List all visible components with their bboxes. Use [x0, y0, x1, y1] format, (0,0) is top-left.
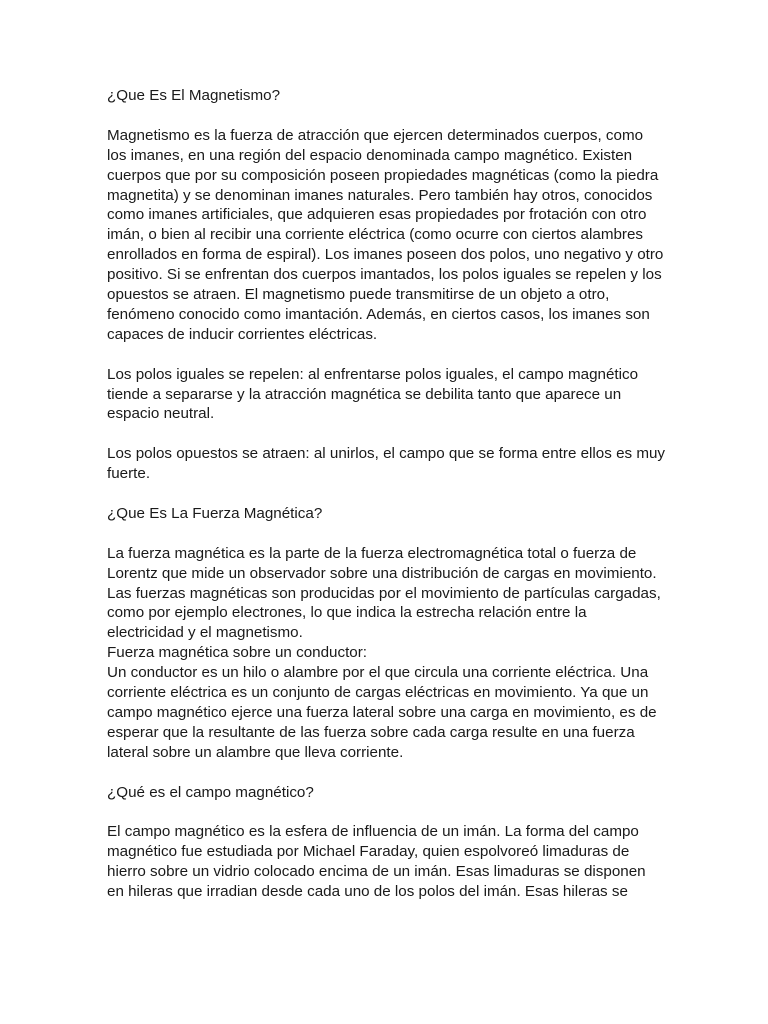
paragraph-conductor: Un conductor es un hilo o alambre por el que circula una corriente eléctrica. Una corriente eléctrica es un conjunto de cargas eléctricas en movimiento. Ya que un campo magnético ejerce una fuerza lateral sobre una carga en movimiento, es de esperar que la resultante de las fuerza sobre cada carga resulte en una fuerza lateral sobre un alambre que lleva corriente.	[107, 664, 657, 761]
paragraph-fuerza-magnetica: La fuerza magnética es la parte de la fuerza electromagnética total o fuerza de Lorentz que mide un observador sobre una distribución de cargas en movimiento. Las fuerzas magnéticas son producidas por el movimiento de partículas cargadas, como por ejemplo electrones, lo que indica la estrecha relación entre la electricidad y el magnetismo.	[107, 544, 661, 642]
paragraph-campo-magnetico: El campo magnético es la esfera de influencia de un imán. La forma del campo magnético fue estudiada por Michael Faraday, quien espolvoreó limaduras de hierro sobre un vidrio colocado encima de un imán. Esas limaduras se disponen en hileras que irradian desde cada uno de los polos del imán. Esas hileras se	[107, 823, 646, 901]
heading-que-es-el-magnetismo: ¿Que Es El Magnetismo?	[107, 87, 281, 104]
paragraph-polos-iguales: Los polos iguales se repelen: al enfrentarse polos iguales, el campo magnético tiende a separarse y la atracción magnética se debilita tanto que aparece un espacio neutral.	[107, 365, 639, 423]
document-page	[107, 86, 667, 922]
subheading-fuerza-sobre-conductor: Fuerza magnética sobre un conductor:	[107, 644, 368, 662]
paragraph-magnetismo-definicion: Magnetismo es la fuerza de atracción que ejercen determinados cuerpos, como los imanes, en una región del espacio denominada campo magnético. Existen cuerpos que por su composición poseen propiedades magnéticas (como la piedra magnetita) y se denominan imanes naturales. Pero también hay otros, conocidos como imanes artificiales, que adquieren esas propiedades por frotación con otro imán, o bien al recibir una corriente eléctrica (como ocurre con ciertos alambres enrollados en forma de espiral). Los imanes poseen dos polos, uno negativo y otro positivo. Si se enfrentan dos cuerpos imantados, los polos iguales se repelen y los opuestos se atraen. El magnetismo puede transmitirse de un objeto a otro, fenómeno conocido como imantación. Además, en ciertos casos, los imanes son capaces de inducir corrientes eléctricas.	[107, 126, 664, 343]
paragraph-polos-opuestos: Los polos opuestos se atraen: al unirlos, el campo que se forma entre ellos es muy fuerte.	[107, 445, 666, 483]
heading-que-es-la-fuerza-magnetica: ¿Que Es La Fuerza Magnética?	[107, 504, 323, 522]
heading-que-es-el-campo-magnetico: ¿Qué es el campo magnético?	[107, 783, 314, 801]
